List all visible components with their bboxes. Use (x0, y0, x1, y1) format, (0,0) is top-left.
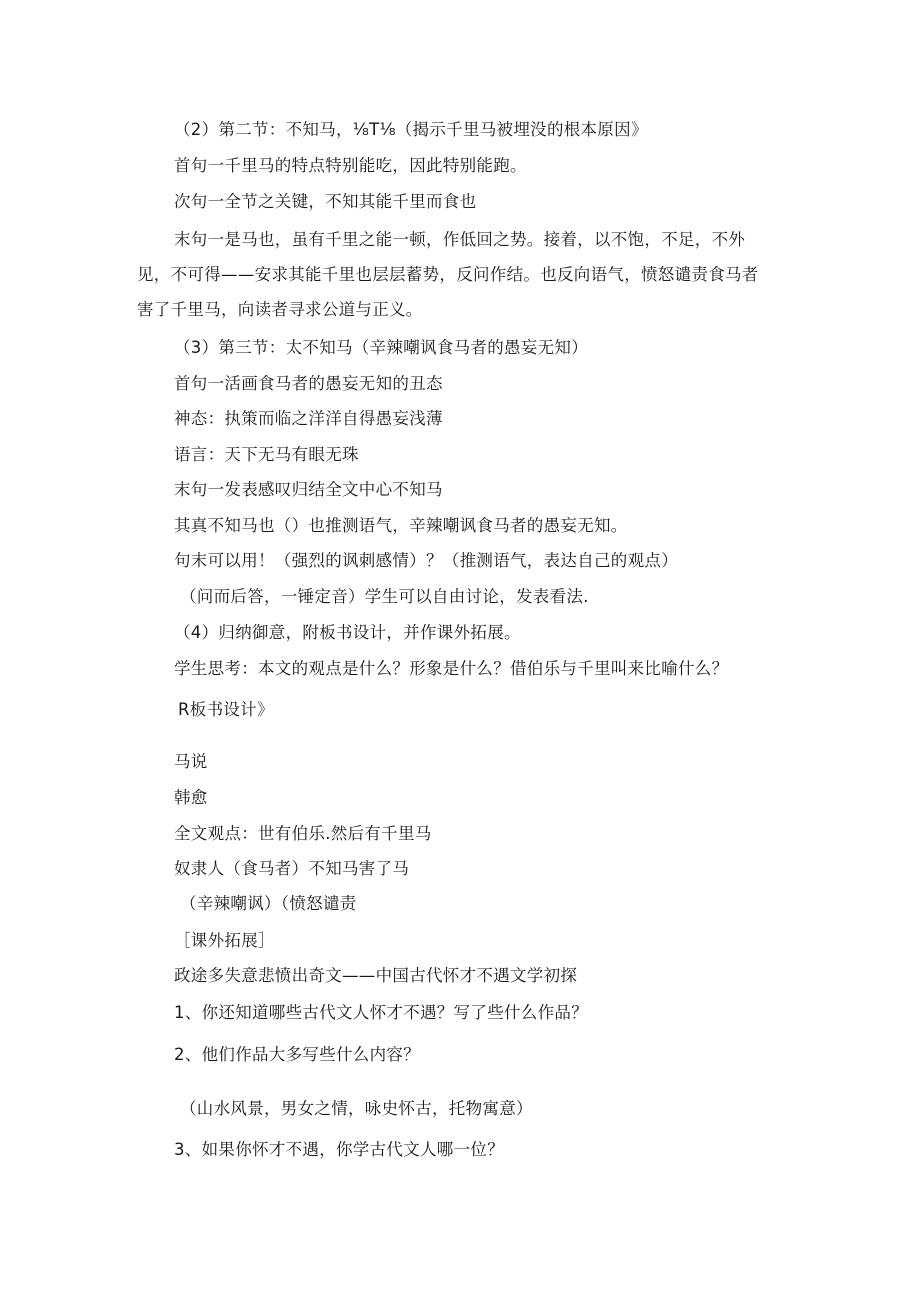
text-line: （问而后答，一锤定音）学生可以自由讨论，发表看法. (180, 587, 589, 606)
text-line: 神态：执策而临之洋洋自得愚妄浅薄 (174, 409, 443, 428)
text-line: （辛辣嘲讽）（愤怒谴责 (180, 894, 357, 913)
text-line: 末句一是马也，虽有千里之能一顿，作低回之势。接着，以不饱，不足，不外 (174, 230, 746, 249)
text-line: 全文观点：世有伯乐.然后有千里马 (174, 824, 432, 843)
board-design-heading: R板书设计》 (178, 700, 274, 719)
text-line: 句末可以用！（强烈的讽刺感情）？（推测语气，表达自己的观点） (174, 551, 678, 570)
board-title: 马说 (174, 752, 208, 771)
board-author: 韩愈 (174, 788, 208, 807)
text-line: 学生思考：本文的观点是什么？形象是什么？借伯乐与千里叫来比喻什么？ (174, 659, 729, 678)
text-line: 末句一发表感叹归结全文中心不知马 (174, 480, 443, 499)
text-line: 害了千里马，向读者寻求公道与正义。 (137, 300, 423, 319)
text-line: 奴隶人（食马者）不知马害了马 (174, 859, 410, 878)
section-3-heading: （3）第三节：太不知马（辛辣嘲讽食马者的愚妄无知） (174, 338, 588, 357)
question-2: 2、他们作品大多写些什么内容？ (174, 1045, 420, 1064)
text-line: 其真不知马也（）也推测语气，辛辣嘲讽食马者的愚妄无知。 (174, 516, 628, 535)
answer-2: （山水风景，男女之情，咏史怀古，托物寓意） (180, 1099, 533, 1118)
text-line: 次句一全节之关键，不知其能千里而食也 (174, 192, 477, 211)
text-line: 首句一活画食马者的愚妄无知的丑态 (174, 374, 443, 393)
text-line: 语言：天下无马有眼无珠 (174, 445, 359, 464)
section-4-heading: （4）归纳御意，附板书设计，并作课外拓展。 (174, 623, 521, 642)
question-1: 1、你还知道哪些古代文人怀才不遇？写了些什么作品？ (174, 1003, 588, 1022)
question-3: 3、如果你怀才不遇，你学古代文人哪一位？ (174, 1140, 504, 1159)
text-line: 首句一千里马的特点特别能吃，因此特别能跑。 (174, 156, 527, 175)
extension-heading: ［课外拓展］ (174, 931, 275, 950)
text-line: 政途多失意悲愤出奇文——中国古代怀才不遇文学初探 (174, 966, 578, 985)
section-2-heading: （2）第二节：不知马，⅛T⅛（揭示千里马被埋没的根本原因》 (174, 120, 648, 139)
text-line: 见，不可得——安求其能千里也层层蓄势，反问作结。也反向语气，愤怒谴责食马者 (137, 265, 759, 284)
